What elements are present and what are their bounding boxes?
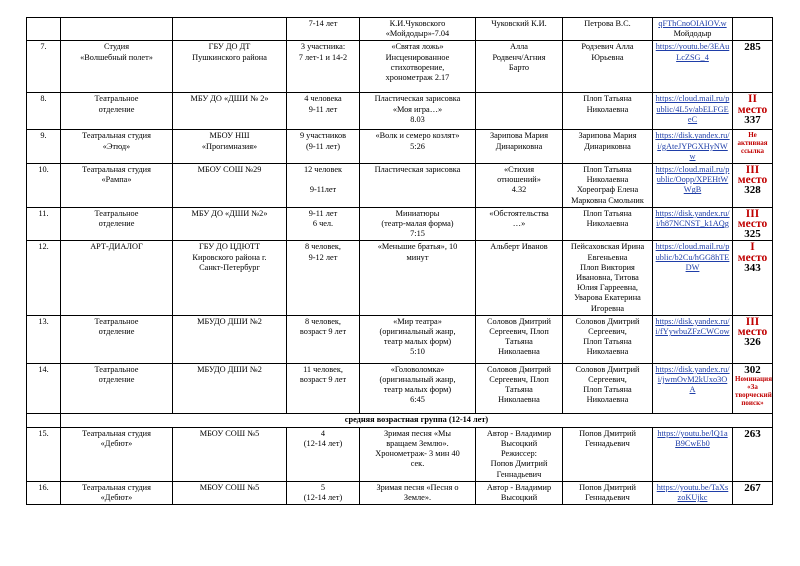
cell-work: Пластическая зарисовка (360, 164, 476, 208)
video-link[interactable]: https://youtu.be/lQ1aB9CwEb0 (657, 428, 728, 449)
cell-author: Соловов Дмитрий Сергеевич, Плоп Татьяна Николаевна (476, 315, 563, 363)
cell-studio: Театральная студия «Дебют» (61, 427, 173, 481)
cell-work: Пластическая зарисовка «Моя игра…» 8.03 (360, 93, 476, 130)
cell-link (653, 93, 733, 130)
cell-participants: 5 (12-14 лет) (287, 481, 360, 504)
score-value: 343 (744, 261, 761, 274)
cell-work: Зримая песня «Песня о Земле». (360, 481, 476, 504)
cell-work: К.И.Чуковского «Мойдодыр»-7.04 (360, 18, 476, 41)
section-header-row (27, 413, 773, 427)
cell-participants: 7-14 лет (287, 18, 360, 41)
cell-studio: Театральное отделение (61, 363, 173, 413)
place-badge: III место (737, 207, 768, 231)
video-link[interactable]: https://cloud.mail.ru/public/Oopp/XPEHtWWgB (655, 165, 730, 195)
score-value: 326 (744, 336, 761, 349)
cell-participants: 12 человек 9-11лет (287, 164, 360, 208)
cell-organization: МБОУ СОШ №5 (173, 427, 287, 481)
cell-director: Попов Дмитрий Геннадьевич (563, 427, 653, 481)
cell-studio: Театральное отделение (61, 93, 173, 130)
cell-link (653, 18, 733, 41)
score-value: 337 (744, 113, 761, 126)
cell-result (733, 363, 773, 413)
video-link[interactable]: https://cloud.mail.ru/public/4L5v/abELFGEeC (655, 94, 730, 124)
cell-result (733, 93, 773, 130)
cell-participants: 8 человек, 9-12 лет (287, 241, 360, 315)
cell-director: Плоп Татьяна Николаевна Хореограф Елена Марковна Смольник (563, 164, 653, 208)
result-note: Не активная ссылка (737, 131, 768, 156)
cell-participants: 4 (12-14 лет) (287, 427, 360, 481)
cell-work: «Головоломка» (оригинальный жанр, театр малых форм) 6:45 (360, 363, 476, 413)
cell-studio: Театральная студия «Дебют» (61, 481, 173, 504)
score-value: 267 (744, 481, 761, 494)
cell-number: 8. (27, 93, 61, 130)
place-badge: III место (737, 315, 768, 339)
video-link[interactable]: https://disk.yandex.ru/i/gAteJYPGXHyNWw (655, 131, 730, 161)
table-row (27, 93, 773, 130)
score-value: 302 (744, 363, 761, 376)
table-row (27, 18, 773, 41)
table-row (27, 41, 773, 93)
cell-director: Плоп Татьяна Николаевна (563, 93, 653, 130)
cell-participants: 8 человек, возраст 9 лет (287, 315, 360, 363)
place-badge: III место (737, 164, 768, 187)
table-row (27, 481, 773, 504)
score-value: 325 (744, 228, 761, 241)
cell-link (653, 481, 733, 504)
video-link[interactable]: https://cloud.mail.ru/public/b2Cu/hGG8hTEDW (655, 242, 730, 272)
score-value: 328 (744, 184, 761, 197)
cell-link (653, 427, 733, 481)
video-link[interactable]: https://disk.yandex.ru/i/h87NCNST_k1AQg (655, 208, 730, 229)
cell-number (27, 18, 61, 41)
cell-number: 7. (27, 41, 61, 93)
cell-director: Попов Дмитрий Геннадьевич (563, 481, 653, 504)
cell-number: 14. (27, 363, 61, 413)
cell-result (733, 164, 773, 208)
cell-number: 15. (27, 427, 61, 481)
cell-work: «Святая ложь» Инсценированное стихотворение, хронометраж 2.17 (360, 41, 476, 93)
cell-result (733, 427, 773, 481)
cell-result (733, 315, 773, 363)
cell-organization: МБУ ДО «ДШИ № 2» (173, 93, 287, 130)
cell-director: Зарипова Мария Динариковна (563, 130, 653, 164)
results-table (26, 17, 773, 505)
cell-organization: ГБУ ДО ДТ Пушкинского района (173, 41, 287, 93)
video-link[interactable]: https://youtu.be/TaXszoKUjkc (656, 482, 729, 503)
link-caption: Мойдодыр (673, 29, 712, 39)
section-header: средняя возрастная группа (12-14 лет) (61, 413, 773, 427)
table-row (27, 315, 773, 363)
place-badge: I место (737, 241, 768, 264)
cell-number: 12. (27, 241, 61, 315)
cell-organization: МБУДО ДШИ №2 (173, 315, 287, 363)
cell-work: «Волк и семеро козлят» 5:26 (360, 130, 476, 164)
score-value: 285 (744, 41, 761, 54)
cell-organization: МБОУ СОШ №5 (173, 481, 287, 504)
cell-number: 11. (27, 207, 61, 241)
cell-link (653, 241, 733, 315)
cell-author: «Обстоятельства …» (476, 207, 563, 241)
cell-author: Альберт Иванов (476, 241, 563, 315)
cell-author: Соловов Дмитрий Сергеевич, Плоп Татьяна Николаевна (476, 363, 563, 413)
cell-participants: 9 участников (9-11 лет) (287, 130, 360, 164)
cell-studio: Театральная студия «Этюд» (61, 130, 173, 164)
section-row-group (27, 413, 773, 427)
table-row (27, 130, 773, 164)
cell-result (733, 481, 773, 504)
cell-number: 16. (27, 481, 61, 504)
cell-organization: МБУДО ДШИ №2 (173, 363, 287, 413)
cell-link (653, 207, 733, 241)
cell-organization: ГБУ ДО ЦДЮТТ Кировского района г. Санкт-Петербург (173, 241, 287, 315)
cell-studio: Студия «Волшебный полет» (61, 41, 173, 93)
cell-link (653, 164, 733, 208)
cell-director: Пейсаховская Ирина Евгеньевна Плоп Виктория Ивановна, Титова Юлия Гарреевна, Уварова Екатерина Игоревна (563, 241, 653, 315)
cell-link (653, 41, 733, 93)
cell-director: Родзевич Алла Юрьевна (563, 41, 653, 93)
cell-studio (61, 18, 173, 41)
cell-result (733, 41, 773, 93)
place-badge: II место (737, 93, 768, 116)
table-row (27, 363, 773, 413)
cell-link (653, 315, 733, 363)
cell-work: Миниатюры (театр-малая форма) 7:15 (360, 207, 476, 241)
table-row (27, 207, 773, 241)
cell-studio: Театральное отделение (61, 315, 173, 363)
cell-director: Плоп Татьяна Николаевна (563, 207, 653, 241)
result-note: Номинация «За творческий поиск» (735, 375, 772, 408)
cell-result (733, 130, 773, 164)
cell-director: Соловов Дмитрий Сергеевич, Плоп Татьяна Николаевна (563, 363, 653, 413)
video-link[interactable]: https://disk.yandex.ru/i/fYywbuZFzCWCow (655, 316, 730, 337)
cell-participants: 4 человека 9-11 лет (287, 93, 360, 130)
cell-organization: МБОУ НШ «Прогимназия» (173, 130, 287, 164)
cell-number: 10. (27, 164, 61, 208)
cell-organization (173, 18, 287, 41)
cell-studio: Театральная студия «Рампа» (61, 164, 173, 208)
cell-work: Зримая песня «Мы вращаем Землю». Хронометраж- 3 мин 40 сек. (360, 427, 476, 481)
score-value: 263 (744, 427, 761, 440)
table-row (27, 241, 773, 315)
table-row (27, 427, 773, 481)
cell-result (733, 207, 773, 241)
cell-director: Петрова В.С. (563, 18, 653, 41)
cell-organization: МБОУ СОШ №29 (173, 164, 287, 208)
cell-link (653, 130, 733, 164)
cell-work: «Мир театра» (оригинальный жанр, театр малых форм) 5:10 (360, 315, 476, 363)
cell-author (476, 93, 563, 130)
cell-number: 9. (27, 130, 61, 164)
cell-number: 13. (27, 315, 61, 363)
table-body-before (27, 18, 773, 414)
cell-author: Чуковский К.И. (476, 18, 563, 41)
cell-result (733, 241, 773, 315)
cell-studio: Театральное отделение (61, 207, 173, 241)
video-link[interactable]: https://disk.yandex.ru/i/jwmOvM2kUxo3OA (655, 364, 730, 395)
cell-director: Соловов Дмитрий Сергеевич, Плоп Татьяна Николаевна (563, 315, 653, 363)
cell-work: «Меньшие братья», 10 минут (360, 241, 476, 315)
cell-link (653, 363, 733, 413)
cell-author: Автор - Владимир Высоцкий Режиссер: Попов Дмитрий Геннадьевич (476, 427, 563, 481)
table-body-after (27, 427, 773, 504)
cell-author: Автор - Владимир Высоцкий (476, 481, 563, 504)
cell-participants: 11 человек, возраст 9 лет (287, 363, 360, 413)
cell-studio: АРТ-ДИАЛОГ (61, 241, 173, 315)
video-link[interactable]: qFThCnoOIAIOV.w (658, 19, 727, 28)
video-link[interactable]: https://youtu.be/3EAuLcZSG_4 (655, 42, 730, 62)
cell-result (733, 18, 773, 41)
cell-organization: МБУ ДО «ДШИ №2» (173, 207, 287, 241)
cell-participants: 9-11 лет 6 чел. (287, 207, 360, 241)
cell-participants: 3 участника: 7 лет-1 и 14-2 (287, 41, 360, 93)
cell-author: Алла Родвенч/Агния Барто (476, 41, 563, 93)
cell-author: Зарипова Мария Динариковна (476, 130, 563, 164)
cell-author: «Стихия отношений» 4.32 (476, 164, 563, 208)
table-row (27, 164, 773, 208)
section-cell-blank (27, 413, 61, 427)
